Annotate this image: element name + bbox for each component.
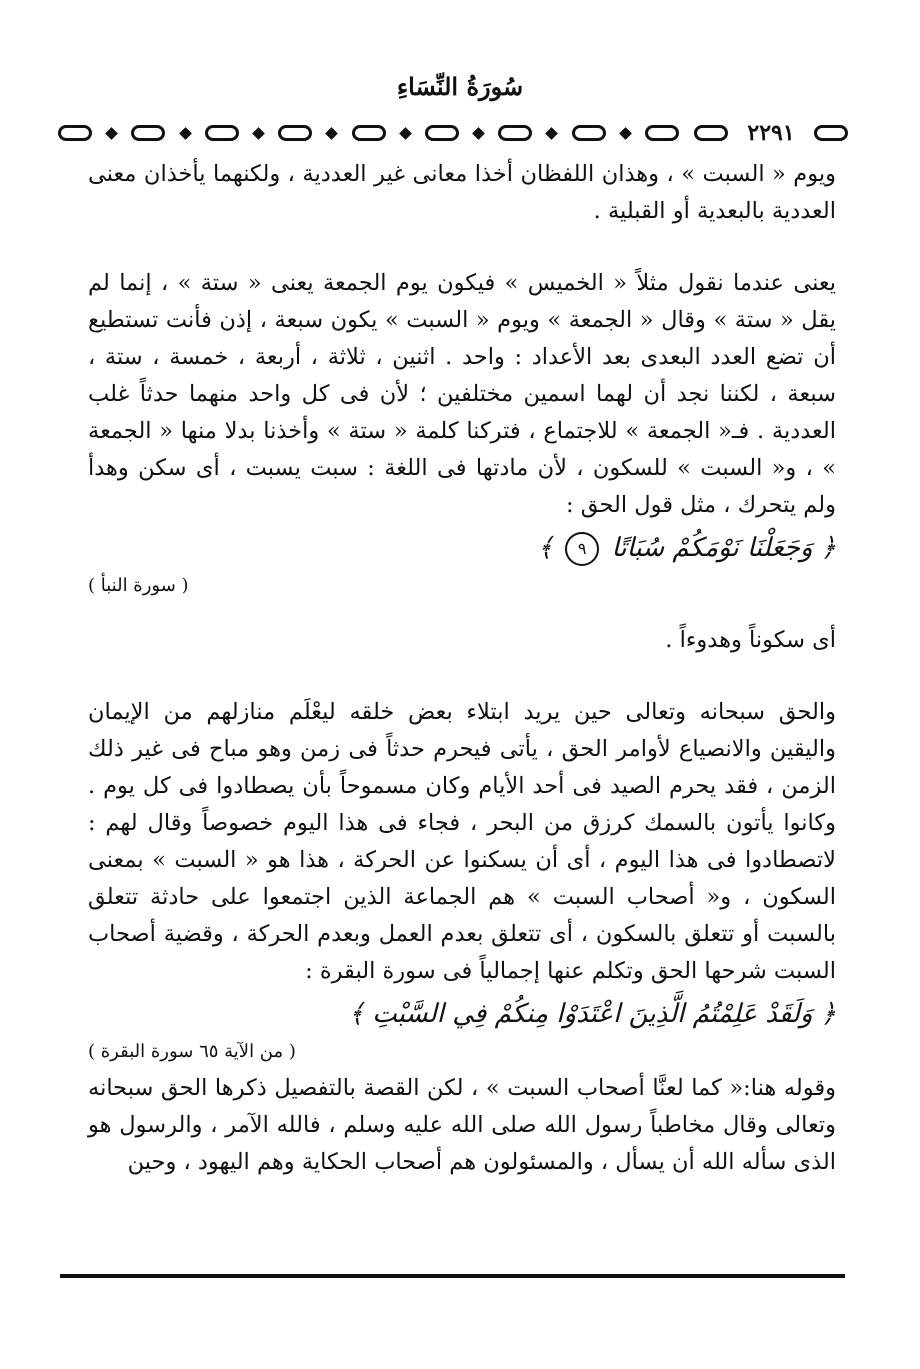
verse-number-marker: ٩ bbox=[565, 532, 599, 566]
verse-close-bracket: ﴾ bbox=[537, 533, 553, 563]
paragraph: أى سكوناً وهدوءاً . bbox=[665, 627, 836, 653]
chain-link-ornament bbox=[425, 125, 459, 141]
diamond-ornament bbox=[399, 127, 412, 140]
chain-link-ornament bbox=[572, 125, 606, 141]
footer-rule bbox=[60, 1274, 845, 1278]
paragraph: ويوم « السبت » ، وهذان اللفظان أخذا معانى غير العددية ، ولكنهما يأخذان معنى العددية بالبعدية أو القبلية . bbox=[88, 161, 836, 224]
verse-text: ﴿ وَجَعَلْنَا نَوْمَكُمْ سُبَاتًا bbox=[611, 533, 836, 563]
diamond-ornament bbox=[546, 127, 559, 140]
verse-reference: ( سورة النبأ ) bbox=[88, 575, 189, 596]
header-ornament-chain bbox=[58, 118, 848, 148]
diamond-ornament bbox=[179, 127, 192, 140]
chain-link-ornament bbox=[131, 125, 165, 141]
sura-title: سُورَةُ النِّسَاءِ bbox=[396, 72, 524, 101]
chain-link-ornament bbox=[205, 125, 239, 141]
page-body bbox=[88, 156, 836, 1181]
diamond-ornament bbox=[252, 127, 265, 140]
quran-verse bbox=[88, 530, 836, 567]
quran-verse: ﴿ وَلَقَدْ عَلِمْتُمُ الَّذِينَ اعْتَدَوْا مِنكُمْ فِي السَّبْتِ ﴾ bbox=[348, 999, 836, 1029]
page-number: ٢٢٩١ bbox=[747, 120, 795, 146]
chain-link-ornament bbox=[694, 125, 728, 141]
diamond-ornament bbox=[472, 127, 485, 140]
paragraph: وقوله هنا:« كما لعنَّا أصحاب السبت » ، لكن القصة بالتفصيل ذكرها الحق سبحانه وتعالى وقال مخاطباً رسول الله صلى الله عليه وسلم ، فالله الآمر ، والرسول هو الذى سأله الله أن يسأل ، والمسئولون هم أصحاب الحكاية وهم اليهود ، وحين bbox=[88, 1075, 837, 1175]
diamond-ornament bbox=[619, 127, 632, 140]
verse-reference: ( من الآية ٦٥ سورة البقرة ) bbox=[88, 1041, 296, 1062]
diamond-ornament bbox=[325, 127, 338, 140]
chain-link-ornament bbox=[814, 125, 848, 141]
chain-link-ornament bbox=[645, 125, 679, 141]
diamond-ornament bbox=[105, 127, 118, 140]
paragraph: يعنى عندما نقول مثلاً « الخميس » فيكون يوم الجمعة يعنى « ستة » ، إنما لم يقل « ستة » وقال « الجمعة » ويوم « السبت » يكون سبعة ، إذن فأنت تستطيع أن تضع العدد البعدى بعد الأعداد : واحد . اثنين ، ثلاثة ، أربعة ، خمسة ، ستة ، سبعة ، لكننا نجد أن لهما اسمين مختلفين ؛ لأن فى كل واحد منهما حدثاً غلب العددية . فـ« الجمعة » للاجتماع ، فتركنا كلمة « ستة » وأخذنا بدلا منها « الجمعة » ، و« السبت » للسكون ، لأن مادتها فى اللغة : سبت يسبت ، أى سكن وهدأ ولم يتحرك ، مثل قول الحق : bbox=[88, 270, 836, 518]
paragraph: والحق سبحانه وتعالى حين يريد ابتلاء بعض خلقه ليعْلَم منازلهم من الإيمان واليقين والانصياع لأوامر الحق ، يأتى فيحرم حدثاً فى زمن وهو مباح فى غير ذلك الزمن ، فقد يحرم الصيد فى أحد الأيام وكان مسموحاً بأن يصطادوا فى كل يوم . وكانوا يأتون بالسمك كرزق من البحر ، فجاء فى هذا اليوم خصوصاً وقال لهم : لاتصطادوا فى هذا اليوم ، أى أن يسكنوا عن الحركة ، هذا هو « السبت » بمعنى السكون ، و« أصحاب السبت » هم الجماعة الذين اجتمعوا على حادثة تتعلق بالسبت أو تتعلق بالسكون ، أى تتعلق بعدم العمل وبعدم الحركة ، وقضية أصحاب السبت شرحها الحق وتكلم عنها إجمالياً فى سورة البقرة : bbox=[88, 699, 836, 984]
chain-link-ornament bbox=[498, 125, 532, 141]
chain-link-ornament bbox=[278, 125, 312, 141]
chain-link-ornament bbox=[58, 125, 92, 141]
chain-link-ornament bbox=[352, 125, 386, 141]
